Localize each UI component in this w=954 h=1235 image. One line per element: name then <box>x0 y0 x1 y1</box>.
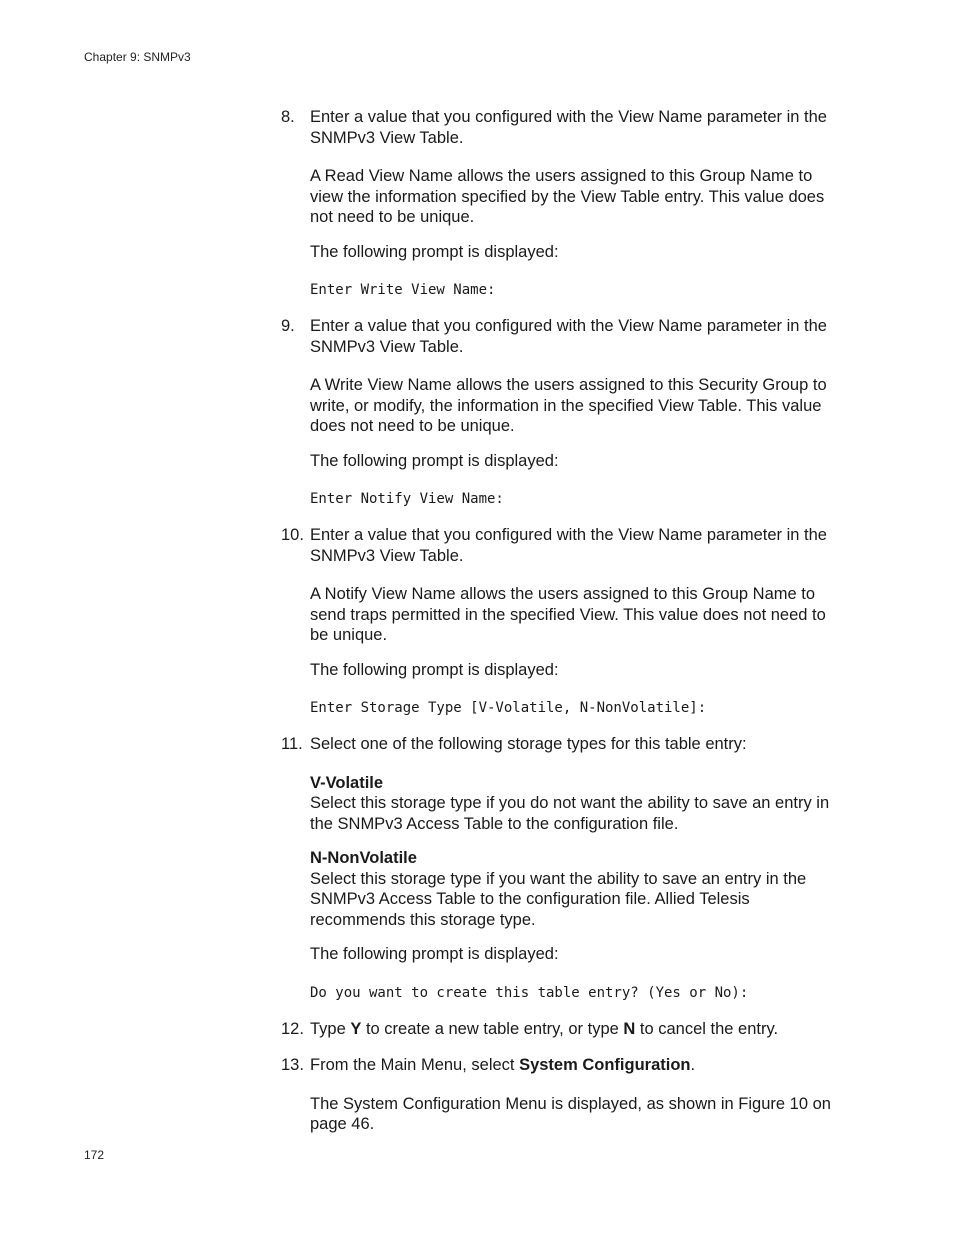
prompt-label: The following prompt is displayed: <box>310 660 559 679</box>
step-note: A Write View Name allows the users assigned to this Security Group to write, or modify, the information in the specified View Table. This value does not need to be unique. <box>310 376 827 435</box>
step-text: Select one of the following storage types for this table entry: <box>310 735 747 753</box>
page-number: 172 <box>84 1148 105 1162</box>
step-number: 10. <box>281 526 304 544</box>
step-8 <box>281 107 846 300</box>
step-note: A Notify View Name allows the users assigned to this Group Name to send traps permitted in the specified View. This value does not need to be unique. <box>310 585 826 644</box>
step-note: A Read View Name allows the users assigned to this Group Name to view the information specified by the View Table entry. This value does not need to be unique. <box>310 167 825 226</box>
prompt-code: Enter Storage Type [V-Volatile, N-NonVolatile]: <box>310 700 707 716</box>
prompt-code: Enter Write View Name: <box>310 282 496 298</box>
step-12 <box>281 1019 846 1040</box>
step-text: Enter a value that you configured with the View Name parameter in the SNMPv3 View Table. <box>310 108 827 147</box>
prompt-label: The following prompt is displayed: <box>310 451 559 470</box>
procedure-steps <box>281 107 846 1135</box>
step-text: From the Main Menu, select System Configuration. <box>310 1056 696 1074</box>
step-number: 11. <box>281 735 303 753</box>
step-10 <box>281 525 846 718</box>
menu-name: System Configuration <box>519 1056 691 1074</box>
option-desc-volatile: Select this storage type if you do not want the ability to save an entry in the SNMPv3 Access Table to the configuration file. <box>310 794 830 833</box>
key-no: N <box>623 1019 636 1038</box>
option-desc-nonvolatile: Select this storage type if you want the ability to save an entry in the SNMPv3 Access Table to the configuration file. Allied Telesis recommends this storage type. <box>310 869 807 929</box>
step-9 <box>281 316 846 509</box>
running-header: Chapter 9: SNMPv3 <box>84 50 191 64</box>
prompt-label: The following prompt is displayed: <box>310 945 559 963</box>
step-13 <box>281 1055 846 1135</box>
step-number: 13. <box>281 1056 304 1074</box>
key-yes: Y <box>350 1019 362 1038</box>
step-number: 9. <box>281 317 295 335</box>
prompt-code: Enter Notify View Name: <box>310 491 504 507</box>
step-text: Type Y to create a new table entry, or type N to cancel the entry. <box>310 1019 779 1038</box>
step-11 <box>281 734 846 1003</box>
step-note: The System Configuration Menu is displayed, as shown in Figure 10 on page 46. <box>310 1094 831 1133</box>
option-term-nonvolatile: N-NonVolatile <box>310 849 417 867</box>
prompt-label: The following prompt is displayed: <box>310 242 559 261</box>
option-term-volatile: V-Volatile <box>310 773 384 792</box>
step-number: 8. <box>281 108 295 126</box>
prompt-code: Do you want to create this table entry? (Yes or No): <box>310 984 749 1001</box>
step-number: 12. <box>281 1019 304 1038</box>
step-text: Enter a value that you configured with the View Name parameter in the SNMPv3 View Table. <box>310 526 827 565</box>
step-text: Enter a value that you configured with the View Name parameter in the SNMPv3 View Table. <box>310 317 827 356</box>
